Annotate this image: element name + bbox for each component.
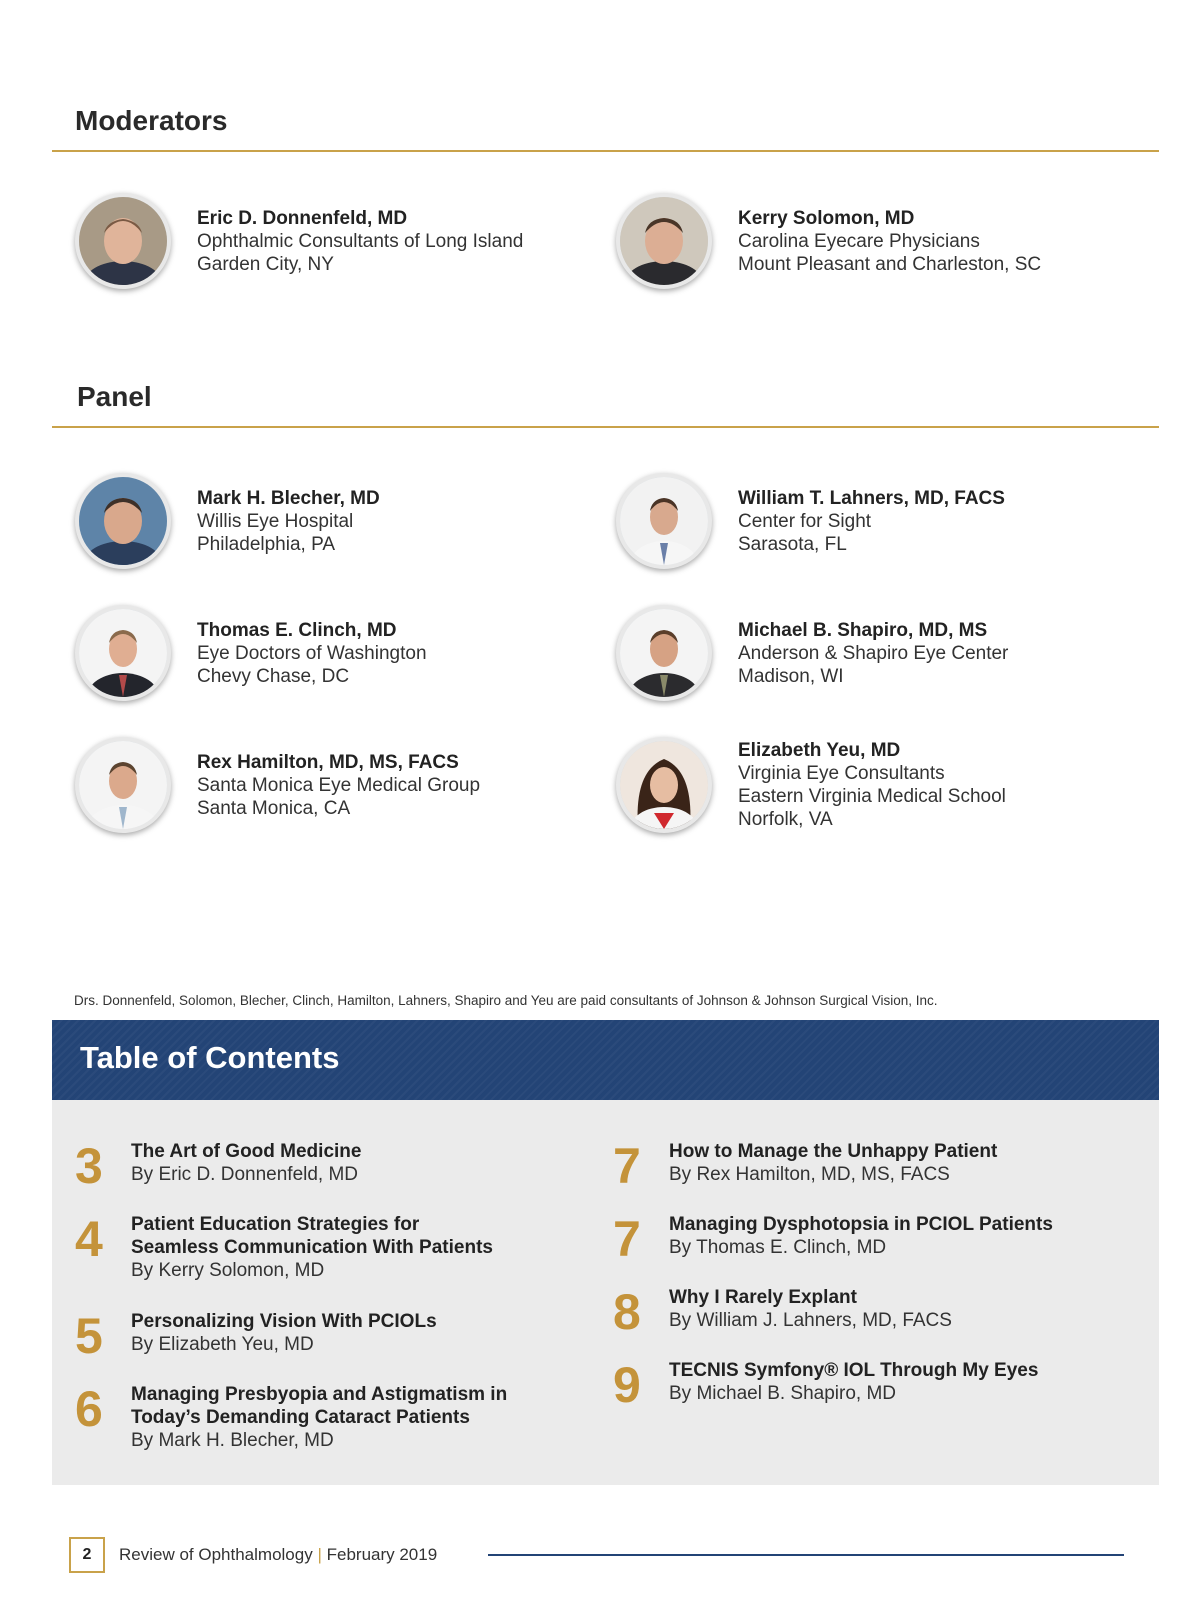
person-affiliation: Eye Doctors of Washington	[197, 642, 427, 664]
issue-date: February 2019	[326, 1545, 438, 1564]
toc-article-title: Managing Presbyopia and Astigmatism in	[131, 1384, 508, 1405]
person-name: Thomas E. Clinch, MD	[197, 619, 397, 641]
disclosure-note: Drs. Donnenfeld, Solomon, Blecher, Clinch, Hamilton, Lahners, Shapiro and Yeu are paid consultants of Johnson & Johnson Surgical Vision, Inc.	[74, 993, 938, 1008]
footer-rule	[488, 1554, 1124, 1556]
toc-entry[interactable]	[75, 1383, 507, 1452]
headshot-photo	[616, 605, 712, 701]
person-location: Sarasota, FL	[738, 533, 847, 555]
headshot-photo	[75, 193, 171, 289]
person-location: Norfolk, VA	[738, 809, 833, 830]
toc-article-title-cont: Seamless Communication With Patients	[131, 1237, 493, 1258]
headshot-photo	[616, 193, 712, 289]
person-affiliation-secondary: Eastern Virginia Medical School	[738, 786, 1006, 807]
toc-byline: By Thomas E. Clinch, MD	[669, 1237, 887, 1258]
toc-article-title: The Art of Good Medicine	[131, 1141, 362, 1162]
toc-article-title-cont: Today’s Demanding Cataract Patients	[131, 1407, 470, 1428]
panel-divider	[52, 426, 1159, 428]
headshot-photo	[75, 473, 171, 569]
person-location: Madison, WI	[738, 665, 844, 687]
moderators-divider	[52, 150, 1159, 152]
folio-page-number: 2	[69, 1537, 105, 1573]
moderator-card	[75, 193, 523, 289]
person-affiliation: Virginia Eye Consultants	[738, 763, 945, 784]
toc-byline: By Eric D. Donnenfeld, MD	[131, 1164, 359, 1185]
person-name: William T. Lahners, MD, FACS	[738, 487, 1005, 509]
toc-page-number: 3	[75, 1138, 103, 1194]
panelist-card	[75, 473, 380, 569]
person-location: Chevy Chase, DC	[197, 665, 350, 687]
toc-entry[interactable]	[75, 1213, 493, 1282]
toc-article-title: Patient Education Strategies for	[131, 1214, 420, 1235]
person-affiliation: Anderson & Shapiro Eye Center	[738, 642, 1009, 664]
panelist-card	[616, 737, 1006, 833]
toc-entry[interactable]	[75, 1140, 361, 1192]
panelist-card	[616, 605, 1008, 701]
panelist-card	[616, 473, 1005, 569]
headshot-photo	[75, 737, 171, 833]
moderator-card	[616, 193, 1041, 289]
toc-heading: Table of Contents	[80, 1040, 340, 1075]
person-name: Kerry Solomon, MD	[738, 207, 915, 229]
toc-page-number: 8	[613, 1284, 641, 1340]
toc-byline: By Rex Hamilton, MD, MS, FACS	[669, 1164, 950, 1185]
toc-entry[interactable]	[613, 1140, 997, 1192]
person-name: Michael B. Shapiro, MD, MS	[738, 619, 988, 641]
person-location: Santa Monica, CA	[197, 797, 351, 819]
toc-byline: By Kerry Solomon, MD	[131, 1260, 325, 1281]
toc-article-title: TECNIS Symfony® IOL Through My Eyes	[669, 1360, 1039, 1381]
headshot-photo	[616, 737, 712, 833]
toc-article-title: How to Manage the Unhappy Patient	[669, 1141, 998, 1162]
toc-page-number: 5	[75, 1308, 103, 1364]
toc-byline: By Michael B. Shapiro, MD	[669, 1383, 897, 1404]
toc-article-title: Why I Rarely Explant	[669, 1287, 857, 1308]
person-affiliation: Willis Eye Hospital	[197, 510, 354, 532]
person-location: Philadelphia, PA	[197, 533, 336, 555]
toc-article-title: Managing Dysphotopsia in PCIOL Patients	[669, 1214, 1053, 1235]
person-name: Mark H. Blecher, MD	[197, 487, 380, 509]
person-affiliation: Ophthalmic Consultants of Long Island	[197, 230, 524, 252]
person-affiliation: Carolina Eyecare Physicians	[738, 230, 980, 252]
toc-byline: By Elizabeth Yeu, MD	[131, 1334, 314, 1355]
toc-article-title: Personalizing Vision With PCIOLs	[131, 1311, 437, 1332]
panelist-card	[75, 605, 427, 701]
toc-entry[interactable]	[75, 1310, 437, 1362]
toc-entry[interactable]	[613, 1359, 1038, 1411]
footer-separator: |	[317, 1545, 322, 1564]
toc-page-number: 9	[613, 1357, 641, 1413]
toc-header-bar	[52, 1020, 1159, 1100]
person-affiliation: Santa Monica Eye Medical Group	[197, 774, 481, 796]
toc-byline: By Mark H. Blecher, MD	[131, 1430, 334, 1451]
footer-publication-line	[119, 1545, 437, 1565]
toc-byline: By William J. Lahners, MD, FACS	[669, 1310, 952, 1331]
moderators-heading: Moderators	[75, 105, 228, 136]
person-location: Mount Pleasant and Charleston, SC	[738, 253, 1042, 275]
toc-page-number: 4	[75, 1211, 103, 1267]
publication-name: Review of Ophthalmology	[119, 1545, 313, 1564]
person-affiliation: Center for Sight	[738, 510, 872, 532]
person-name: Rex Hamilton, MD, MS, FACS	[197, 751, 459, 773]
toc-page-number: 6	[75, 1381, 103, 1437]
headshot-photo	[616, 473, 712, 569]
toc-entry[interactable]	[613, 1286, 952, 1338]
toc-entry[interactable]	[613, 1213, 1053, 1265]
headshot-photo	[75, 605, 171, 701]
panel-heading: Panel	[77, 381, 152, 412]
person-location: Garden City, NY	[197, 253, 334, 275]
person-name: Elizabeth Yeu, MD	[738, 740, 901, 761]
person-name: Eric D. Donnenfeld, MD	[197, 207, 408, 229]
toc-page-number: 7	[613, 1138, 641, 1194]
toc-page-number: 7	[613, 1211, 641, 1267]
panelist-card	[75, 737, 480, 833]
